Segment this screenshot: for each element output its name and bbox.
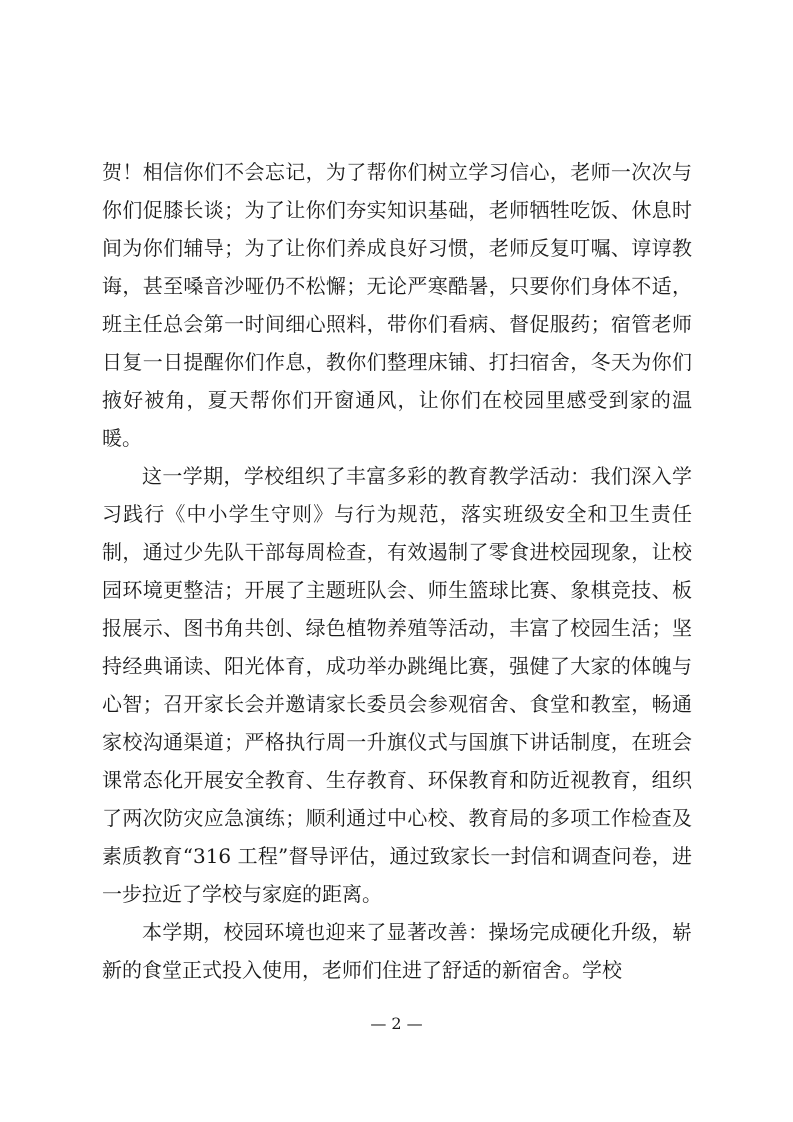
paragraph-continuation: 贺！相信你们不会忘记，为了帮你们树立学习信心，老师一次次与你们促膝长谈；为了让你们夯实知识基础，老师牺牲吃饭、休息时间为你们辅导；为了让你们养成良好习惯，老师反复叮嘱、谆谆教诲，甚至嗓音沙哑仍不松懈；无论严寒酷暑，只要你们身体不适，班主任总会第一时间细心照料，带你们看病、督促服药；宿管老师日复一日提醒你们作息，教你们整理床铺、打扫宿舍，冬天为你们掖好被角，夏天帮你们开窗通风，让你们在校园里感受到家的温暖。	[102, 160, 692, 450]
page-number: — 2 —	[370, 1014, 423, 1033]
paragraph-activities: 这一学期，学校组织了丰富多彩的教育教学活动：我们深入学习践行《中小学生守则》与行为规范，落实班级安全和卫生责任制，通过少先队干部每周检查，有效遏制了零食进校园现象，让校园环境更整洁；开展了主题班队会、师生篮球比赛、象棋竞技、板报展示、图书角共创、绿色植物养殖等活动，丰富了校园生活；坚持经典诵读、阳光体育，成功举办跳绳比赛，强健了大家的体魄与心智；召开家长会并邀请家长委员会参观宿舍、食堂和教室，畅通家校沟通渠道；严格执行周一升旗仪式与国旗下讲话制度，在班会课常态化开展安全教育、生存教育、环保教育和防近视教育，组织了两次防灾应急演练；顺利通过中心校、教育局的多项工作检查及素质教育“316 工程”督导评估，通过致家长一封信和调查问卷，进一步拉近了学校与家庭的距离。	[102, 464, 692, 906]
body-text	[102, 153, 692, 989]
paragraph-campus-environment: 本学期，校园环境也迎来了显著改善：操场完成硬化升级，崭新的食堂正式投入使用，老师们住进了舒适的新宿舍。学校	[102, 920, 692, 982]
